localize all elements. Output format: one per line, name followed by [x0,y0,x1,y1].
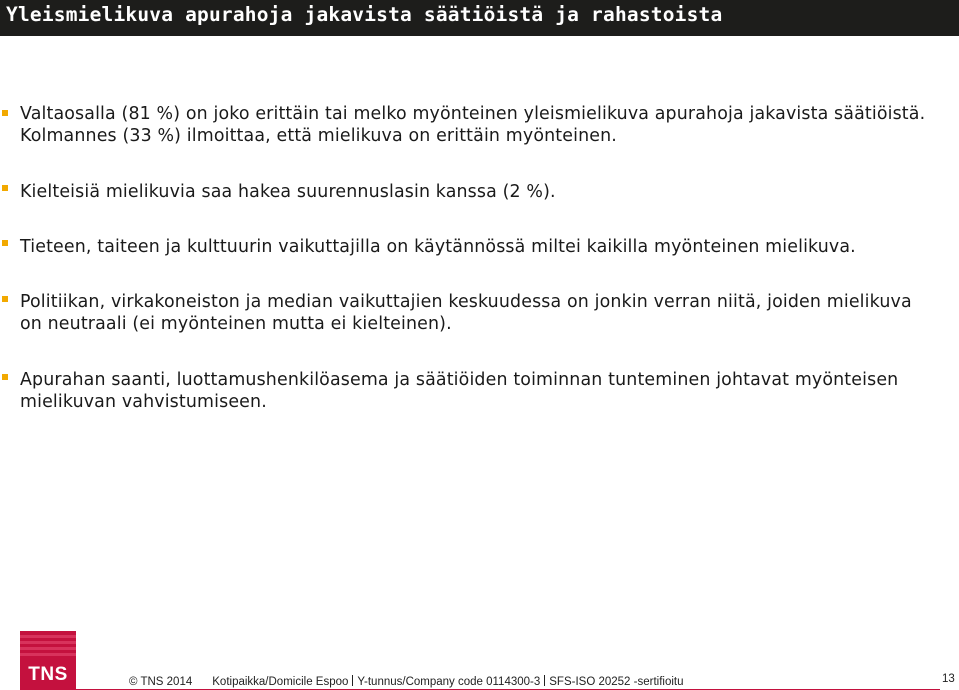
footer-info [129,675,684,688]
bullet-square-icon [2,240,8,246]
company-code: Y-tunnus/Company code 0114300-3 [357,676,541,688]
certification: SFS-ISO 20252 -sertifioitu [549,676,684,688]
bullet-text: Valtaosalla (81 %) on joko erittäin tai melko myönteinen yleismielikuva apurahoja jakavista säätiöistä. Kolmannes (33 %) ilmoittaa, että mielikuva on erittäin myönteinen. [20,104,926,146]
page-number: 13 [942,673,955,685]
bullet-square-icon [2,110,8,116]
title-bar [0,0,959,36]
bullet-text: Politiikan, virkakoneiston ja median vaikuttajien keskuudessa on jonkin verran niitä, joiden mielikuva on neutraali (ei myönteinen mutta ei kielteinen). [20,292,912,334]
domicile: Kotipaikka/Domicile Espoo [212,676,349,688]
bullet-square-icon [2,296,8,302]
separator [544,675,545,686]
bullet-text: Tieteen, taiteen ja kulttuurin vaikuttajilla on käytännössä miltei kaikilla myönteinen mielikuva. [20,237,856,257]
copyright: © TNS 2014 [129,676,193,688]
bullet-square-icon [2,185,8,191]
bullet-text: Kielteisiä mielikuvia saa hakea suurennuslasin kanssa (2 %). [20,182,556,202]
separator [352,675,353,686]
logo-text: TNS [28,664,68,685]
slide-title: Yleismielikuva apurahoja jakavista säätiöistä ja rahastoista [6,3,723,26]
bullet-square-icon [2,374,8,380]
tns-logo [20,631,76,690]
bullet-text: Apurahan saanti, luottamushenkilöasema ja säätiöiden toiminnan tunteminen johtavat myönteisen mielikuvan vahvistumiseen. [20,370,899,412]
